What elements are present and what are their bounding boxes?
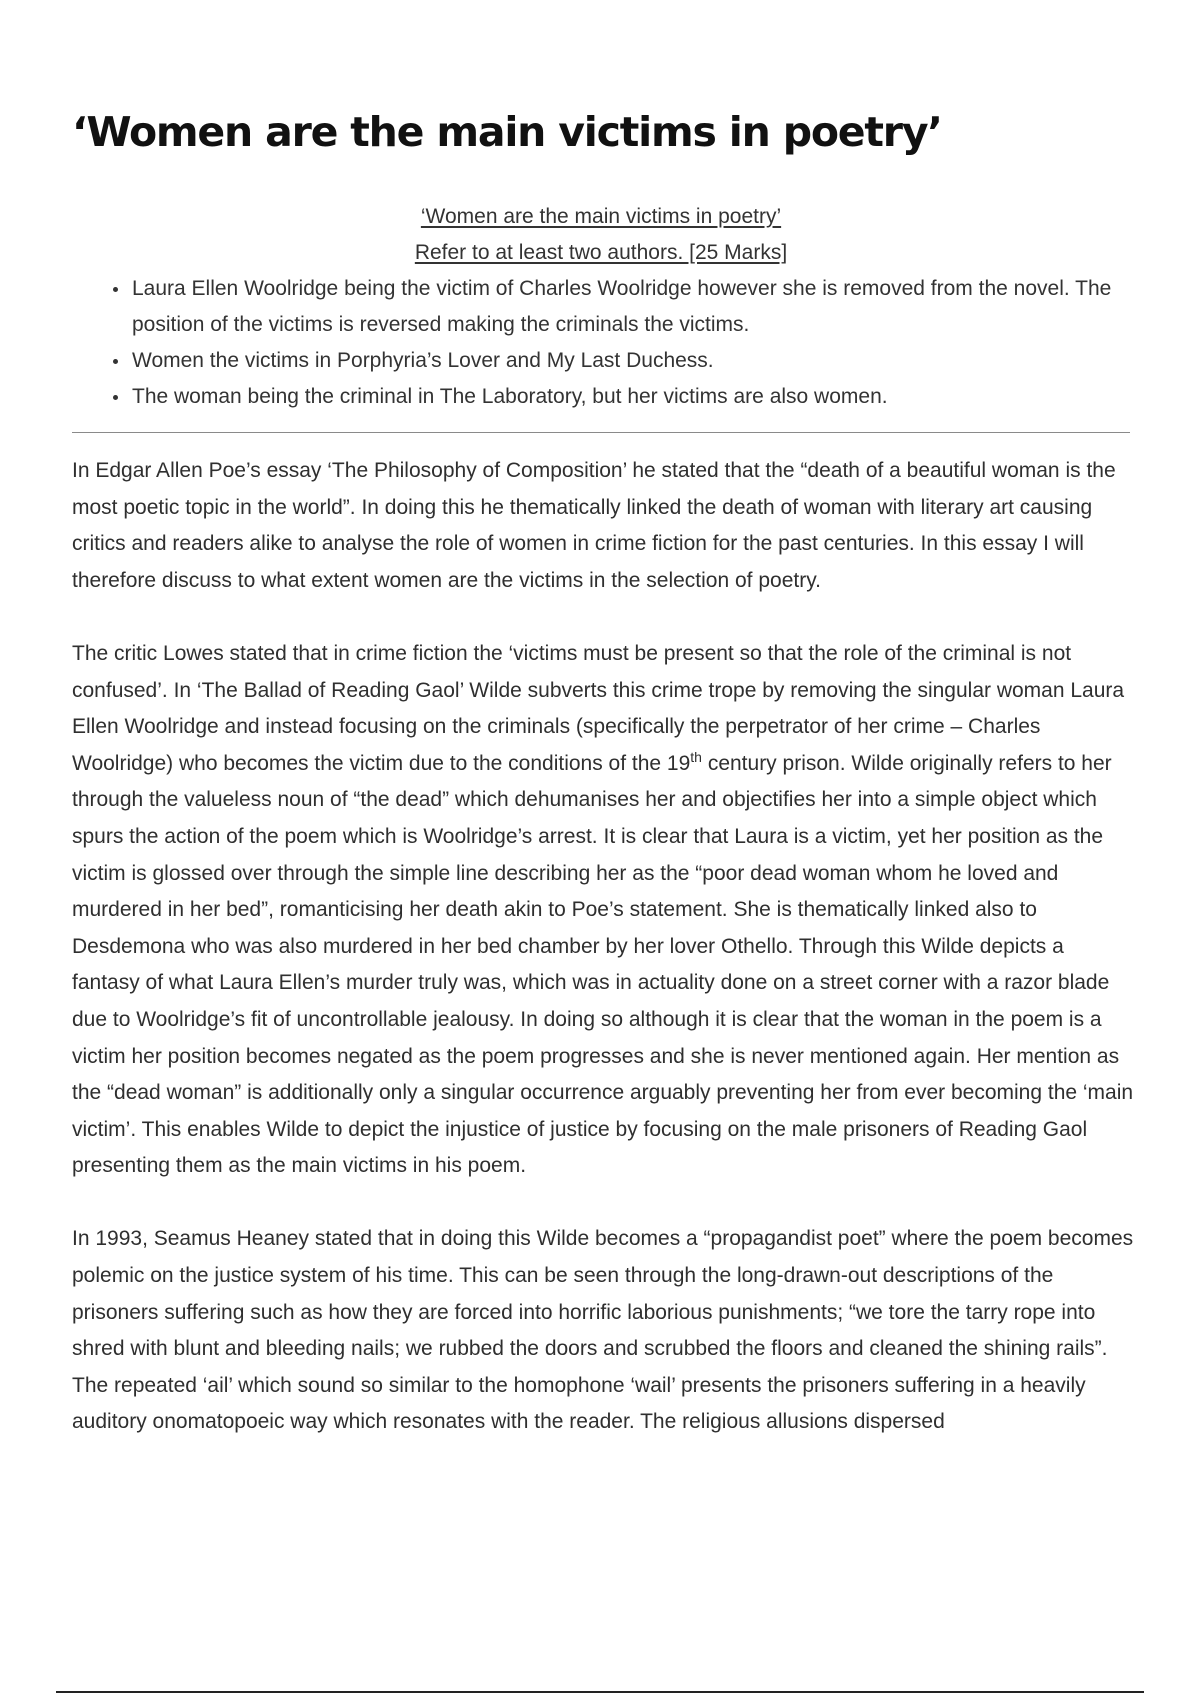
essay-question — [72, 199, 1130, 271]
paragraph-text: The critic Lowes stated that in crime fiction the ‘victims must be present so that the role of the criminal is not confused’. In ‘The Ballad of Reading Gaol’ Wilde subverts this crime trope by removing the singular woman Laura Ellen Woolridge and instead focusing on the criminals (specifically the perpetrator of her crime – Charles Woolridge) who becomes the victim due to the conditions of the 19 — [72, 641, 1125, 775]
paragraph-introduction: In Edgar Allen Poe’s essay ‘The Philosophy of Composition’ he stated that the “death of a beautiful woman is the most poetic topic in the world”. In doing this he thematically linked the death of woman with literary art causing critics and readers alike to analyse the role of women in crime fiction for the past centuries. In this essay I will therefore discuss to what extent women are the victims in the selection of poetry. — [72, 459, 1116, 592]
page-bottom-rule — [56, 1691, 1144, 1693]
document-title: ‘Women are the main victims in poetry’ — [72, 108, 942, 156]
plan-item: • Women the victims in Porphyria’s Lover and My Last Duchess. — [130, 343, 1150, 379]
plan-item: • Laura Ellen Woolridge being the victim of Charles Woolridge however she is removed from the novel. The position of the victims is reversed making the criminals the victims. — [130, 271, 1150, 343]
plan-item: • The woman being the criminal in The Laboratory, but her victims are also women. — [130, 379, 1150, 415]
essay-plan-list — [100, 271, 1150, 415]
question-line-2: Refer to at least two authors. [25 Marks] — [414, 241, 788, 264]
section-divider — [72, 432, 1130, 433]
ordinal-superscript: th — [690, 748, 702, 765]
paragraph-text: century prison. Wilde originally refers to her through the valueless noun of “the dead” which dehumanises her and objectifies her into a simple object which spurs the action of the poem which is Woolridge’s arrest. It is clear that Laura is a victim, yet her position as the victim is glossed over through the simple line describing her as the “poor dead woman whom he loved and murdered in her bed”, romanticising her death akin to Poe’s statement. She is thematically linked also to Desdemona who was also murdered in her bed chamber by her lover Othello. Through this Wilde depicts a fantasy of what Laura Ellen’s murder truly was, which was in actuality done on a street corner with a razor blade due to Woolridge’s fit of uncontrollable jealousy. In doing so although it is clear that the woman in the poem is a victim her position becomes negated as the poem progresses and she is never mentioned again. Her mention as the “dead woman” is additionally only a singular occurrence arguably preventing her from ever becoming the ‘main victim’. This enables Wilde to depict the injustice of justice by focusing on the male prisoners of Reading Gaol presenting them as the main victims in his poem. — [72, 751, 1134, 1178]
paragraph-wilde-victims — [72, 636, 1134, 1185]
essay-body — [72, 453, 1134, 1478]
question-line-1: ‘Women are the main victims in poetry’ — [420, 205, 782, 228]
paragraph-heaney: In 1993, Seamus Heaney stated that in doing this Wilde becomes a “propagandist poet” where the poem becomes polemic on the justice system of his time. This can be seen through the long-drawn-out descriptions of the prisoners suffering such as how they are forced into horrific laborious punishments; “we tore the tarry rope into shred with blunt and bleeding nails; we rubbed the doors and scrubbed the floors and cleaned the shining rails”. The repeated ‘ail’ which sound so similar to the homophone ‘wail’ presents the prisoners suffering in a heavily auditory onomatopoeic way which resonates with the reader. The religious allusions dispersed — [72, 1227, 1134, 1434]
